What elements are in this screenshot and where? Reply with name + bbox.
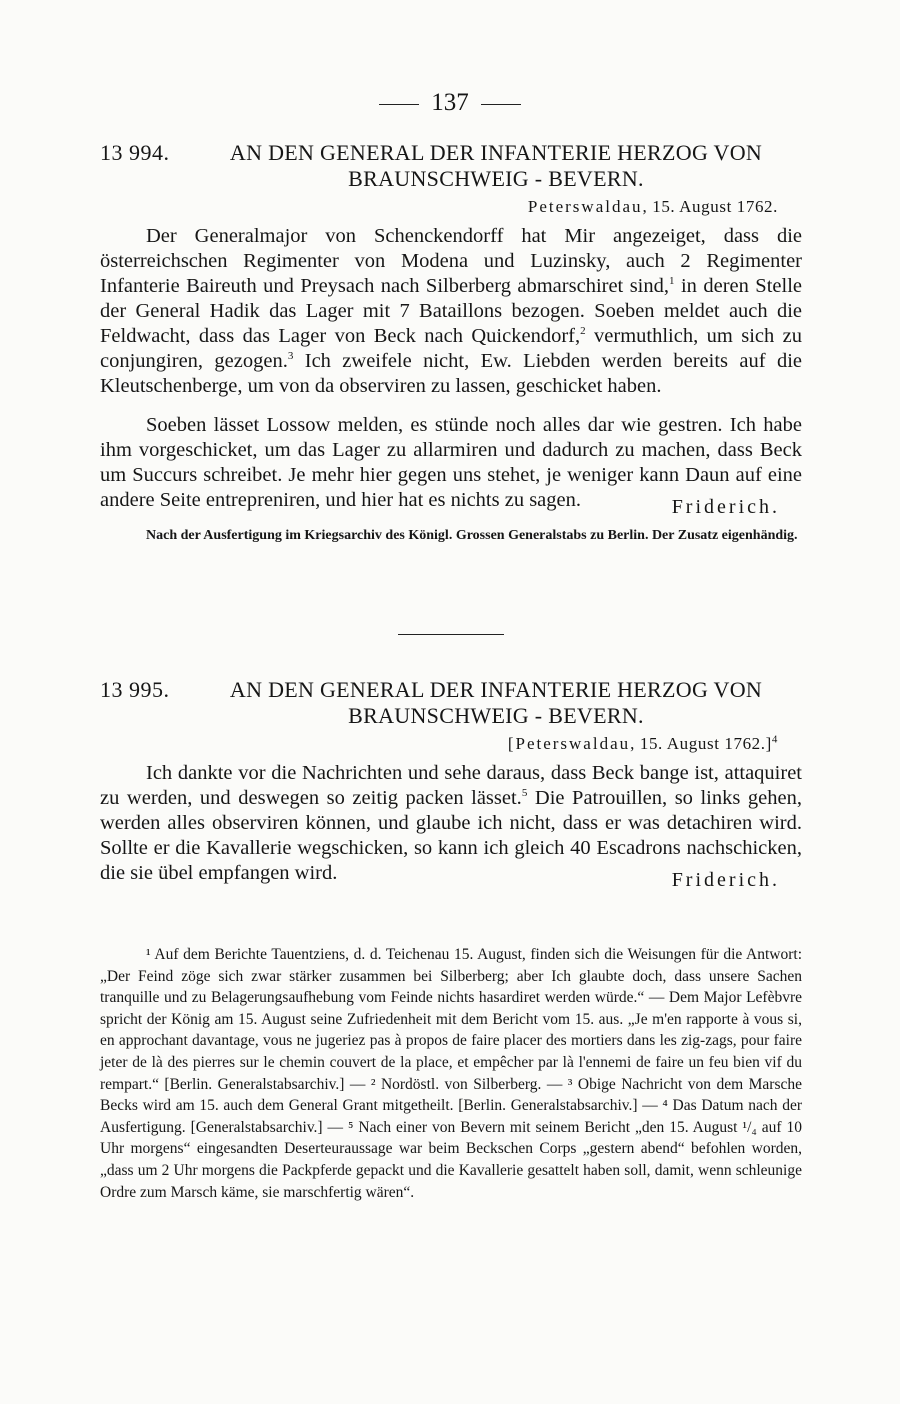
section-divider <box>398 634 504 635</box>
letter-number: 13 994. <box>100 140 170 165</box>
text-segment: Der Generalmajor von Schenckendorff hat Mir angezeiget, dass die österreichschen Regimenter von Modena und Luzinsky, auch 2 Regimenter Infanterie Baireuth und Preysach nach Silberberg abmarschiret sind, <box>100 225 802 297</box>
letter-paragraph <box>100 224 802 399</box>
dateline-date: , 15. August 1762.] <box>630 734 772 753</box>
recipient-line-2: BRAUNSCHWEIG - BEVERN. <box>348 166 644 191</box>
text-segment: Ich dankte vor die Nachrichten und sehe daraus, dass Beck bange ist, attaquiret zu werden, und deswegen so zeitig packen lässet. <box>100 762 802 809</box>
text-segment: Die Patrouillen, so links gehen, werden alles observiren können, und glaube ich nicht, dass er was detachiren wird. Sollte er die Kavallerie wegschicken, so kann ich gleich 40 Escadrons nachschicken, die sie übel empfangen wird. <box>100 787 802 884</box>
text-segment: vermuthlich, um sich zu conjungiren, gezogen. <box>100 325 803 372</box>
page-number-value: 137 <box>431 89 469 116</box>
letter-13994 <box>100 140 802 544</box>
page-number-dash-right <box>481 104 521 105</box>
recipient-line-1: AN DEN GENERAL DER INFANTERIE HERZOG VON <box>229 677 763 702</box>
footnote-ref: 2 <box>580 325 586 338</box>
signature: Friderich. <box>671 496 780 518</box>
letter-paragraph: Soeben lässet Lossow melden, es stünde noch alles dar wie gestren. Ich habe ihm vorgeschicket, um das Lager zu allarmiren und dadurch zu machen, dass Beck um Succurs schreibet. Je mehr hier gegen uns stehet, je weniger kann Daun auf eine andere Seite entrepreniren, und hier hat es nichts zu sagen. <box>100 414 802 511</box>
footnote-ref: 4 <box>771 733 778 746</box>
letter-body <box>100 224 802 513</box>
letter-heading <box>100 677 802 729</box>
page-number-dash-left <box>379 104 419 105</box>
letter-13995 <box>100 677 802 892</box>
footnote-ref: 3 <box>287 350 294 363</box>
dateline-date: , 15. August 1762. <box>642 197 778 216</box>
dateline-place: [Peterswaldau <box>507 734 631 753</box>
page-number <box>0 88 900 118</box>
source-note: Nach der Ausfertigung im Kriegsarchiv des Königl. Grossen Generalstabs zu Berlin. Der Zusatz eigenhändig. <box>146 528 798 543</box>
text-segment: in deren Stelle der General Hadik das Lager mit 7 Bataillons bezogen. Soeben meldet auch die Feldwacht, dass das Lager von Beck nach Quickendorf, <box>100 275 802 347</box>
recipient-line-2: BRAUNSCHWEIG - BEVERN. <box>348 703 644 728</box>
letter-dateline <box>100 733 802 755</box>
footnotes-text: ¹ Auf dem Berichte Tauentziens, d. d. Teichenau 15. August, finden sich die Weisungen für die Antwort: „Der Feind zöge sich zwar stärker zusammen bei Silberberg; aber Ich glaubte doch, dass unsere Sachen tranquille und zu Belagerungsaufhebung vom Feinde nichts hasardiret werden würde.“ — Dem Major Lefèbvre spricht der König am 15. August seine Zufriedenheit mit dem Bericht vom 15. aus. „Je m'en rapporte à vous si, en approchant davantage, vous ne jugeriez pas à propos de faire placer des mortiers dans les zig-zags, pour faire jeter de là des pierres sur le chemin couvert de la place, et empêcher par là l'ennemi de faire un feu bien vif du rempart.“ [Berlin. Generalstabsarchiv.] — ² Nordöstl. von Silberberg. — ³ Obige Nachricht von dem Marsche Becks wird am 15. auch dem General Grant mitgetheilt. [Berlin. Generalstabsarchiv.] — ⁴ Das Datum nach der Ausfertigung. [Generalstabsarchiv.] — ⁵ Nach einer von Bevern mit seinem Bericht „den 15. August ¹/₄ auf 10 Uhr morgens“ eingesandten Deserteuraussage war beim Beckschen Corps „gestern abend“ befohlen worden, „dass um 2 Uhr morgens die Packpferde gepackt und die Kavallerie gesattelt haben soll, damit, wenn schleunige Ordre zum Marsch käme, sie marschfertig wären“. <box>100 946 802 1201</box>
letter-dateline <box>100 196 802 218</box>
letter-recipient <box>190 140 802 192</box>
letter-recipient <box>190 677 802 729</box>
letter-number: 13 995. <box>100 677 170 702</box>
text-segment: Ich zweifele nicht, Ew. Liebden werden bereits auf die Kleutschenberge, um von da observiren zu lassen, geschicket haben. <box>100 350 803 397</box>
dateline-place: Peterswaldau <box>527 197 643 216</box>
footnote-ref: 5 <box>521 787 528 800</box>
footnotes <box>100 944 802 1203</box>
letter-heading <box>100 140 802 192</box>
signature: Friderich. <box>671 869 780 891</box>
recipient-line-1: AN DEN GENERAL DER INFANTERIE HERZOG VON <box>229 140 763 165</box>
footnote-ref: 1 <box>669 275 675 288</box>
